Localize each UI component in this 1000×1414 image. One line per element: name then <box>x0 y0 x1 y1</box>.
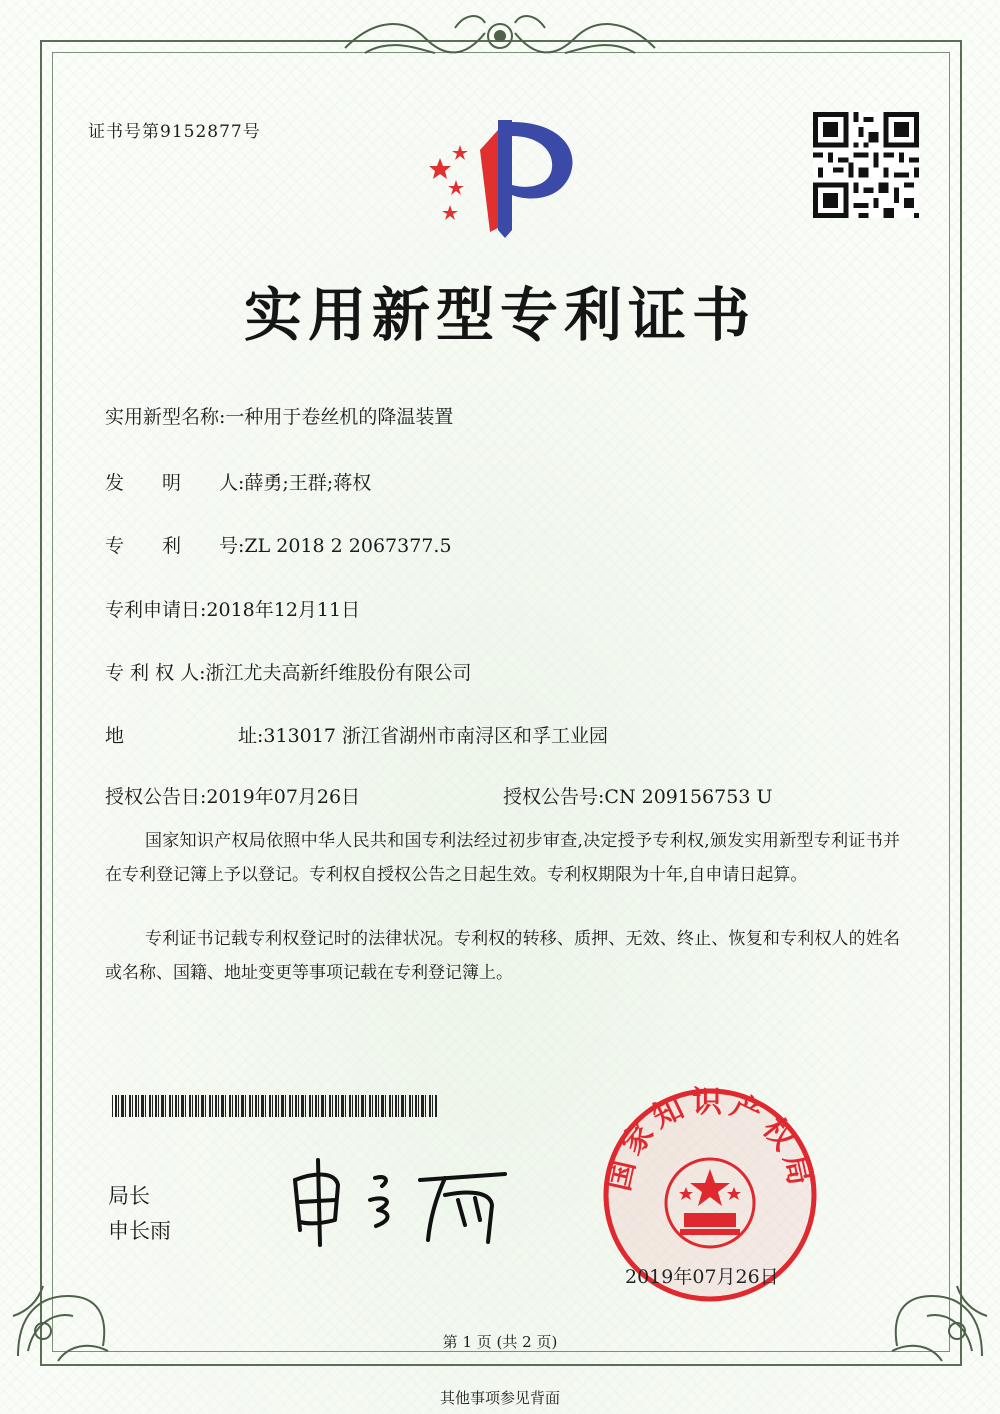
director-name: 申长雨 <box>108 1219 171 1243</box>
body-paragraph-1: 国家知识产权局依照中华人民共和国专利法经过初步审查,决定授予专利权,颁发实用新型专利证书并在专利登记簿上予以登记。专利权自授权公告之日起生效。专利权期限为十年,自申请日起算。 <box>105 831 900 885</box>
field-name-value: 一种用于卷丝机的降温装置 <box>225 406 454 428</box>
director-title: 局长 <box>108 1184 150 1208</box>
field-patent-no-label: 专 利 号: <box>105 535 245 557</box>
field-filing-date-label: 专利申请日: <box>105 599 207 621</box>
certificate-number: 证书号第9152877号 <box>88 122 261 142</box>
field-patentee-label: 专 利 权 人: <box>105 662 206 684</box>
cnipa-emblem-icon <box>420 110 590 240</box>
field-pub-date-label: 授权公告日: <box>105 786 207 808</box>
handwritten-signature <box>280 1150 510 1250</box>
seal-date: 2019年07月26日 <box>625 1266 779 1288</box>
field-patent-no <box>105 531 452 558</box>
field-pub-no <box>503 782 772 809</box>
field-name <box>105 402 453 429</box>
field-pub-date-value: 2019年07月26日 <box>206 786 361 808</box>
field-address-label: 地 址: <box>105 725 264 747</box>
certificate-title: 实用新型专利证书 <box>243 281 756 349</box>
field-name-label: 实用新型名称: <box>105 406 226 428</box>
footer-note: 其他事项参见背面 <box>439 1389 560 1407</box>
top-ornament <box>335 8 665 68</box>
field-pub-date <box>105 782 360 809</box>
field-patentee <box>105 658 472 685</box>
field-inventor <box>105 468 371 495</box>
field-address-value: 313017 浙江省湖州市南浔区和孚工业园 <box>263 725 608 747</box>
qr-code-icon <box>813 112 919 218</box>
field-filing-date-value: 2018年12月11日 <box>206 599 361 621</box>
field-patent-no-value: ZL 2018 2 2067377.5 <box>244 535 452 557</box>
page-indicator: 第 1 页 (共 2 页) <box>442 1333 558 1351</box>
field-inventor-value: 薛勇;王群;蒋权 <box>244 472 372 494</box>
seal-text: 国家知识产权局 <box>601 1085 819 1195</box>
body-paragraph-2: 专利证书记载专利权登记时的法律状况。专利权的转移、质押、无效、终止、恢复和专利权人的姓名或名称、国籍、地址变更等事项记载在专利登记簿上。 <box>105 929 900 983</box>
field-address <box>105 721 608 748</box>
field-inventor-label: 发 明 人: <box>105 472 245 494</box>
field-pub-no-label: 授权公告号: <box>503 786 605 808</box>
field-pub-no-value: CN 209156753 U <box>604 786 773 808</box>
field-filing-date <box>105 595 360 622</box>
field-patentee-value: 浙江尤夫高新纤维股份有限公司 <box>205 662 472 684</box>
barcode-icon <box>112 1095 442 1117</box>
